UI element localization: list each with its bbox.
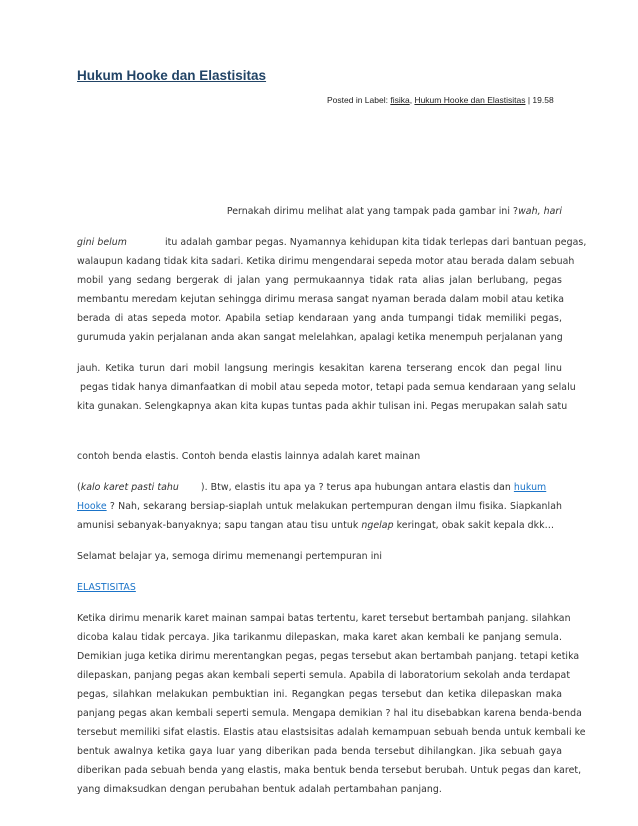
elastisitas-link[interactable]: ELASTISITAS bbox=[77, 582, 136, 593]
p6-line7: tersebut memiliki sifat elastis. Elastis atau elastsisitas adalah kemampuan sebuah benda untuk kembali ke bbox=[77, 727, 586, 738]
p6-line5: pegas, silahkan melakukan pembuktian ini. Regangkan pegas tersebut dan ketika dilepaskan maka bbox=[77, 689, 562, 700]
p6-line3: Demikian juga ketika dirimu merentangkan pegas, pegas tersebut akan bertambah panjang. tetapi ketika bbox=[77, 651, 580, 662]
p1-line1-italic: wah, hari bbox=[518, 206, 562, 217]
post-meta bbox=[327, 95, 554, 105]
p1-line4: mobil yang sedang bergerak di jalan yang permukaannya tidak rata alias jalan berlubang, pegas bbox=[77, 275, 562, 286]
p4-open-paren: ( bbox=[77, 482, 81, 493]
hukum-hooke-link-part1[interactable]: hukum bbox=[513, 482, 547, 493]
p4-line1-text: ). Btw, elastis itu apa ya ? terus apa hubungan antara elastis dan bbox=[200, 482, 511, 493]
p1-line2-italic: gini belum bbox=[77, 237, 127, 248]
p6-line6: panjang pegas akan kembali seperti semula. Mengapa demikian ? hal itu disebabkan karena benda-benda bbox=[77, 708, 582, 719]
p1-line1 bbox=[222, 206, 562, 218]
p2-line1: jauh. Ketika turun dari mobil langsung meringis kesakitan karena terserang encok dan pegal linu bbox=[77, 363, 562, 374]
hukum-hooke-link-part2[interactable]: Hooke bbox=[77, 501, 107, 512]
p1-line2-text: itu adalah gambar pegas. Nyamannya kehidupan kita tidak terlepas dari bantuan pegas, bbox=[164, 237, 587, 248]
meta-time: | 19.58 bbox=[525, 95, 554, 105]
p4-line3-b: keringat, obak sakit kepala dkk… bbox=[393, 520, 555, 531]
p6-line4: dilepaskan, panjang pegas akan kembali seperti semula. Apabila di laboratorium sekolah anda terdapat bbox=[77, 670, 571, 681]
p5-line1: Selamat belajar ya, semoga dirimu memenangi pertempuran ini bbox=[77, 551, 383, 562]
meta-separator: , bbox=[409, 95, 415, 105]
elastisitas-heading bbox=[77, 582, 562, 594]
p4-line2-text: ? Nah, sekarang bersiap-siaplah untuk melakukan pertempuran dengan ilmu fisika. Siapkanlah bbox=[106, 501, 562, 512]
p2-line3: kita gunakan. Selengkapnya akan kita kupas tuntas pada akhir tulisan ini. Pegas merupakan salah satu bbox=[77, 401, 568, 412]
p4-line1-italic: kalo karet pasti tahu bbox=[80, 482, 179, 493]
p3-line1: contoh benda elastis. Contoh benda elastis lainnya adalah karet mainan bbox=[77, 451, 421, 462]
p1-line1-text: Pernakah dirimu melihat alat yang tampak pada gambar ini ? bbox=[226, 206, 519, 217]
p6-line10: yang dimaksudkan dengan perubahan bentuk adalah pertambahan panjang. bbox=[77, 784, 442, 795]
p2-line2: pegas tidak hanya dimanfaatkan di mobil atau sepeda motor, tetapi pada semua kendaraan yang selalu bbox=[80, 382, 576, 393]
label-link-fisika[interactable]: fisika bbox=[390, 95, 410, 105]
p1-line3: walaupun kadang tidak kita sadari. Ketika dirimu mengendarai sepeda motor atau berada dalam sebuah bbox=[77, 256, 575, 267]
p4-line2 bbox=[77, 501, 562, 513]
p6-line9: diberikan pada sebuah benda yang elastis, maka bentuk benda tersebut berubah. Untuk pegas dan karet, bbox=[77, 765, 582, 776]
p6-line2: dicoba kalau tidak percaya. Jika tarikanmu dilepaskan, maka karet akan kembali ke panjang semula. bbox=[77, 632, 562, 643]
meta-prefix: Posted in Label: bbox=[327, 95, 391, 105]
p1-line2 bbox=[77, 237, 587, 249]
p6-line1: Ketika dirimu menarik karet mainan sampai batas tertentu, karet tersebut bertambah panjang. silahkan bbox=[77, 613, 571, 624]
p1-line7: gurumuda yakin perjalanan anda akan sangat melelahkan, apalagi ketika menempuh perjalanan yang bbox=[77, 332, 563, 343]
label-link-hukum-hooke[interactable]: Hukum Hooke dan Elastisitas bbox=[414, 95, 526, 105]
post-title[interactable]: Hukum Hooke dan Elastisitas bbox=[77, 68, 267, 83]
p4-line3-italic: ngelap bbox=[361, 520, 394, 531]
p4-line3-a: amunisi sebanyak-banyaknya; sapu tangan atau tisu untuk bbox=[77, 520, 362, 531]
p6-line8: bentuk awalnya ketika gaya luar yang diberikan pada benda tersebut dihilangkan. Jika sebuah gaya bbox=[77, 746, 562, 757]
p4-line1 bbox=[77, 482, 562, 494]
p4-line3 bbox=[77, 520, 562, 532]
p1-line5: membantu meredam kejutan sehingga dirimu merasa sangat nyaman berada dalam mobil atau ketika bbox=[77, 294, 565, 305]
p1-line6: berada di atas sepeda motor. Apabila setiap kendaraan yang anda tumpangi tidak memiliki pegas, bbox=[77, 313, 562, 324]
